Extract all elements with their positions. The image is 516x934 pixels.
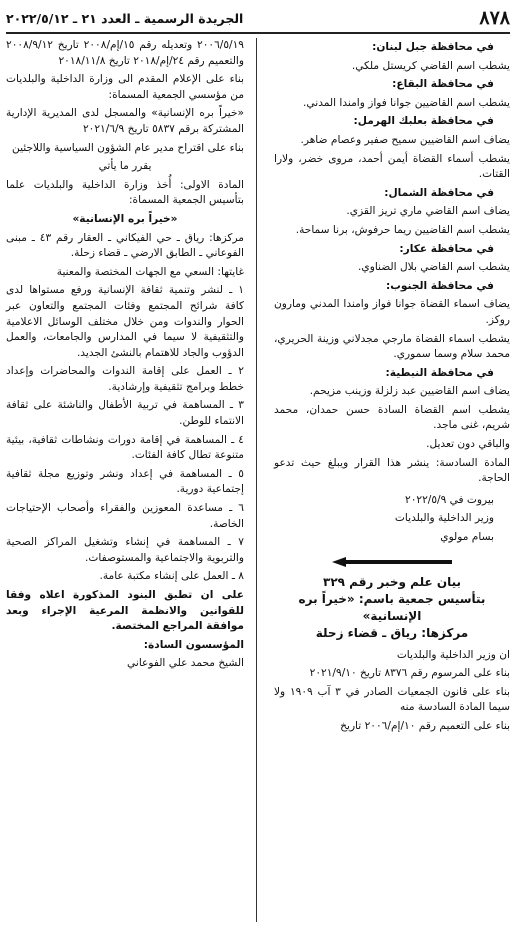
founders-heading: المؤسسون السادة: xyxy=(143,638,244,651)
decision-title: بيان علم وخبر رقم ٣٢٩ xyxy=(323,574,461,589)
paragraph: بناء على اقتراح مدير عام الشؤون السياسية واللاجئين xyxy=(12,141,244,154)
page-header xyxy=(6,4,510,34)
right-column xyxy=(274,38,510,738)
paragraph: يشطب أسماء القضاة أيمن أحمد، مروى خضر، ولارا القتات. xyxy=(274,152,510,181)
column-divider xyxy=(256,38,257,922)
paragraph: بناء على التعميم رقم ١٠/إم/٢٠٠٦ تاريخ xyxy=(340,720,510,732)
section-title: في محافظة عكار: xyxy=(399,242,494,255)
paragraph: يضاف اسم القاضي ماري تريز القزي. xyxy=(346,205,510,218)
decision-location: مركزها: رياق ـ قضاء زحلة xyxy=(315,625,469,640)
paragraph: يضاف اسماء القضاة جوانا فواز وامندا المدني ومارون روكز. xyxy=(274,298,510,326)
goal-item: ٦ ـ مساعدة المعوزين والفقراء وأصحاب الإحتياجات الخاصة. xyxy=(6,502,244,530)
paragraph: يشطب اسم القضاة السادة حسن حمدان، محمد شريم، غنى ماجد. xyxy=(274,403,510,432)
paragraph: يشطب اسم القاضيين ريما حرفوش، برنا سماحة. xyxy=(295,223,510,236)
goal-item: ٧ ـ المساهمة في إنشاء وتشغيل المراكز الصحية والتربوية والاجتماعية والمستوصفات. xyxy=(6,536,244,564)
goal-item: ٣ ـ المساهمة في تربية الأطفال والناشئة على ثقافة الانتماء للوطن. xyxy=(6,399,244,428)
paragraph: يضاف اسم القاضيين عبد زلزلة وزينب مزيحم. xyxy=(309,385,510,398)
paragraph: بناء على المرسوم رقم ٨٣٧٦ تاريخ ٢٠٢١/٩/١٠ xyxy=(309,667,510,680)
separator-arrow-icon xyxy=(332,556,452,568)
paragraph: يشطب اسم القاضيين جوانا فواز وامندا المدني. xyxy=(303,96,510,109)
goal-item: ٥ ـ المساهمة في إعداد ونشر وتوزيع مجلة ثقافية إجتماعية دورية. xyxy=(6,467,244,496)
decision-subtitle: بتأسيس جمعية باسم: «خيراً بره الإنسانية» xyxy=(298,591,486,623)
conditions: على ان تطبق البنود المذكورة اعلاه وفقا للقوانين والانظمة المرعية الإجراء وبعد موافقة المراجع المختصة. xyxy=(6,589,244,633)
section-title: في محافظة البقاع: xyxy=(392,78,494,91)
paragraph: يضاف اسم القاضيين سميح صفير وعصام ضاهر. xyxy=(300,133,510,146)
signature-title: وزير الداخلية والبلديات xyxy=(394,512,494,525)
running-title: الجريدة الرسمية ـ العدد ٢١ ـ ٢٠٢٢/٥/١٢ xyxy=(6,10,244,26)
goal-item: ٢ ـ العمل على إقامة الندوات والمحاضرات وإعداد خطط وبرامج تثقيفية وإرشادية. xyxy=(6,365,244,393)
signature-name: بسام مولوي xyxy=(440,531,494,544)
paragraph: بناء على الإعلام المقدم الى وزارة الداخلية والبلديات من مؤسسي الجمعية المسماة: xyxy=(6,73,244,101)
section-title: في محافظة الجنوب: xyxy=(386,279,494,292)
paragraph: «خيراً بره الإنسانية» والمسجل لدى المديرية الإدارية المشتركة برقم ٥٨٣٧ تاريخ ٢٠٢١/٦/٩ xyxy=(6,107,244,135)
article-one: المادة الاولى: أُخذ وزارة الداخلية والبلديات علما بتأسيس الجمعية المسماة: xyxy=(6,178,244,207)
section-title: في محافظة جبل لبنان: xyxy=(372,41,494,53)
goal-item: ٨ ـ العمل على إنشاء مكتبة عامة. xyxy=(99,570,244,583)
article-six: المادة السادسة: ينشر هذا القرار ويبلغ حيث تدعو الحاجة. xyxy=(274,456,510,485)
page-number: ٨٧٨ xyxy=(479,7,510,29)
paragraph: ان وزير الداخلية والبلديات xyxy=(396,648,510,661)
association-name: «خيراً بره الإنسانية» xyxy=(72,212,178,225)
paragraph: والباقي دون تعديل. xyxy=(426,438,510,451)
paragraph: يشطب اسماء القضاة مارجي مجدلاني وزينة الحريري، محمد سلام وسما سموري. xyxy=(274,332,510,361)
goal-item: ٤ ـ المساهمة في إقامة دورات ونشاطات ثقافية، بيئية متنوعة تطال كافة الفئات. xyxy=(6,433,244,462)
left-column xyxy=(6,38,244,675)
paragraph: يشطب اسم القاضي كريستل ملكي. xyxy=(351,59,510,72)
founder-name: الشيخ محمد علي الفوعاني xyxy=(127,657,244,670)
section-title: في محافظة بعلبك الهرمل: xyxy=(353,115,494,128)
decision-heading: يقرر ما يأتي xyxy=(98,160,152,173)
signature-date: بيروت في ٢٠٢٢/٥/٩ xyxy=(405,493,494,506)
goals-heading: غايتها: السعي مع الجهات المختصة والمعنية xyxy=(56,265,244,278)
section-title: في محافظة النبطية: xyxy=(385,366,494,379)
paragraph: ٢٠٠٦/٥/١٩ وتعديله رقم ١٥/إم/٢٠٠٨ تاريخ ٢٠٠٨/٩/١٢ والتعميم رقم ٢٤/إم/٢٠١٨ تاريخ ٢٠١٨/١١/٨ xyxy=(6,39,244,67)
paragraph: يشطب اسم القاضي بلال الضناوي. xyxy=(358,261,510,274)
headquarters: مركزها: رياق ـ حي الفيكاني ـ العقار رقم ٤٣ ـ مبنى الفوعاني ـ الطابق الارضي ـ قضاء زحلة. xyxy=(6,231,244,260)
section-title: في محافظة الشمال: xyxy=(384,186,494,199)
goal-item: ١ ـ لنشر وتنمية ثقافة الإنسانية ورفع مستواها لدى كافة شرائح المجتمع وفئات المجتمع والتعاون عبر الحوار والندوات ومن خلال مختلف الوسائل الاعلامية والتثقيفية لا سيما في المدارس والجامعات، والعمل الدؤوب والجاد للاهتمام بالنشئ الجديد. xyxy=(6,284,244,359)
paragraph: بناء على قانون الجمعيات الصادر في ٣ آب ١٩٠٩ ولا سيما المادة السادسة منه xyxy=(274,685,510,714)
